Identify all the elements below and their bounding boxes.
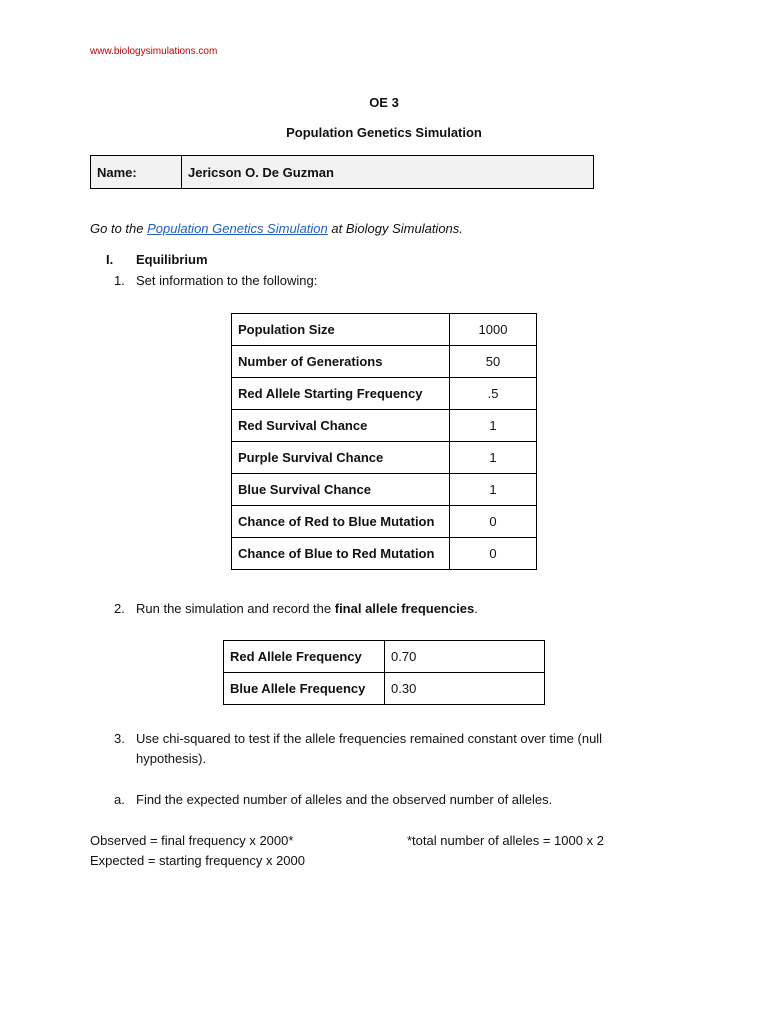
allele-total-note: *total number of alleles = 1000 x 2 bbox=[407, 833, 604, 848]
step-1-text: Set information to the following: bbox=[136, 273, 318, 288]
expected-formula: Expected = starting frequency x 2000 bbox=[90, 853, 305, 868]
name-label: Name: bbox=[91, 156, 182, 189]
settings-row-value: .5 bbox=[450, 378, 537, 410]
settings-row-value: 1 bbox=[450, 474, 537, 506]
step-2-bold: final allele frequencies bbox=[334, 601, 475, 616]
step-3 bbox=[114, 731, 602, 746]
step-1-number: 1. bbox=[114, 273, 125, 288]
settings-row-value: 1 bbox=[450, 442, 537, 474]
settings-row bbox=[232, 346, 537, 378]
settings-row-label: Red Allele Starting Frequency bbox=[232, 378, 450, 410]
settings-row bbox=[232, 506, 537, 538]
settings-row-label: Chance of Blue to Red Mutation bbox=[232, 538, 450, 570]
results-row-label: Blue Allele Frequency bbox=[224, 673, 385, 705]
section-heading bbox=[106, 252, 208, 267]
simulation-link[interactable]: Population Genetics Simulation bbox=[147, 221, 328, 236]
step-3-text-line1: Use chi-squared to test if the allele frequencies remained constant over time (null bbox=[136, 731, 603, 746]
settings-row-value: 50 bbox=[450, 346, 537, 378]
settings-row bbox=[232, 474, 537, 506]
step-3-number: 3. bbox=[114, 731, 125, 746]
settings-row bbox=[232, 378, 537, 410]
settings-table bbox=[231, 313, 537, 570]
settings-row-value: 0 bbox=[450, 506, 537, 538]
observed-formula: Observed = final frequency x 2000* bbox=[90, 833, 294, 848]
step-2-text: Run the simulation and record the bbox=[136, 601, 335, 616]
settings-row-label: Population Size bbox=[232, 314, 450, 346]
step-a-number: a. bbox=[114, 792, 125, 807]
document-title: Population Genetics Simulation bbox=[286, 125, 482, 140]
name-table bbox=[90, 155, 594, 189]
step-2-number: 2. bbox=[114, 601, 125, 616]
results-row-label: Red Allele Frequency bbox=[224, 641, 385, 673]
intro-post: at Biology Simulations. bbox=[327, 221, 463, 236]
section-title: Equilibrium bbox=[136, 252, 208, 267]
document-code: OE 3 bbox=[369, 95, 399, 110]
intro-pre: Go to the bbox=[90, 221, 148, 236]
settings-row-value: 1000 bbox=[450, 314, 537, 346]
settings-row-value: 0 bbox=[450, 538, 537, 570]
results-row-value: 0.30 bbox=[385, 673, 545, 705]
settings-row-label: Blue Survival Chance bbox=[232, 474, 450, 506]
settings-row-label: Red Survival Chance bbox=[232, 410, 450, 442]
settings-row bbox=[232, 538, 537, 570]
settings-row-label: Purple Survival Chance bbox=[232, 442, 450, 474]
results-row-value: 0.70 bbox=[385, 641, 545, 673]
site-url: www.biologysimulations.com bbox=[90, 46, 218, 57]
settings-row bbox=[232, 410, 537, 442]
settings-row-value: 1 bbox=[450, 410, 537, 442]
settings-row-label: Chance of Red to Blue Mutation bbox=[232, 506, 450, 538]
step-a-text: Find the expected number of alleles and the observed number of alleles. bbox=[136, 792, 553, 807]
step-3-line2: hypothesis). bbox=[136, 751, 207, 766]
name-value: Jericson O. De Guzman bbox=[182, 156, 594, 189]
settings-row bbox=[232, 314, 537, 346]
intro-text bbox=[90, 221, 463, 236]
step-1 bbox=[114, 273, 317, 288]
settings-row-label: Number of Generations bbox=[232, 346, 450, 378]
step-2 bbox=[114, 601, 478, 616]
step-2-period: . bbox=[474, 601, 478, 616]
settings-row bbox=[232, 442, 537, 474]
results-row bbox=[224, 673, 545, 705]
step-a bbox=[114, 792, 552, 807]
results-row bbox=[224, 641, 545, 673]
section-number: I. bbox=[106, 252, 114, 267]
results-table bbox=[223, 640, 545, 705]
